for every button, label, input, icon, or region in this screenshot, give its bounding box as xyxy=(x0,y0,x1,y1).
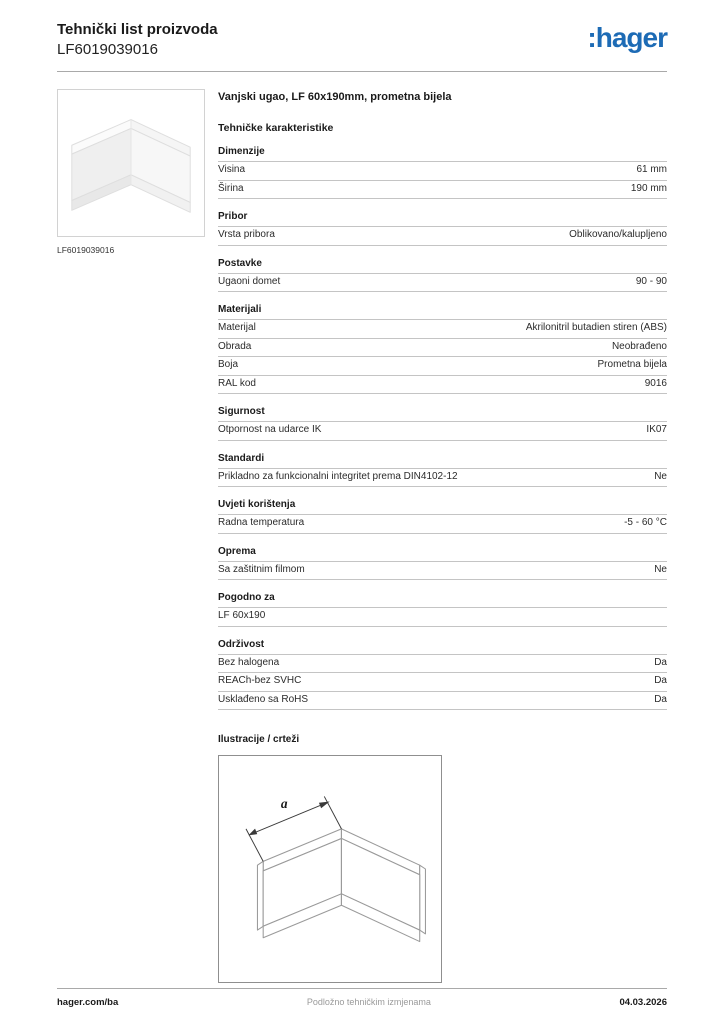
main-content xyxy=(57,89,667,983)
spec-row xyxy=(218,562,667,581)
spec-rows xyxy=(218,514,667,534)
spec-label: Obrada xyxy=(218,340,252,352)
illustration-box xyxy=(218,755,442,983)
spec-row xyxy=(218,376,667,395)
spec-label: Radna temperatura xyxy=(218,517,305,528)
spec-label: Širina xyxy=(218,182,244,194)
spec-section xyxy=(218,639,667,711)
spec-value: 90 - 90 xyxy=(635,275,667,287)
footer-disclaimer: Podložno tehničkim izmjenama xyxy=(306,997,431,1007)
spec-row xyxy=(218,673,667,692)
footer-date: 04.03.2026 xyxy=(619,997,667,1008)
spec-section-title: Sigurnost xyxy=(218,406,265,417)
photo-column xyxy=(57,89,205,983)
spec-value: Da xyxy=(654,693,667,705)
spec-value: Da xyxy=(654,675,667,686)
spec-section-title: Standardi xyxy=(218,452,265,464)
spec-section xyxy=(218,592,667,627)
spec-value: Prometna bijela xyxy=(597,359,667,370)
spec-rows xyxy=(218,421,667,441)
spec-label: Sa zaštitnim filmom xyxy=(218,563,305,575)
spec-label: Otpornost na udarce IK xyxy=(218,424,322,435)
spec-label: Visina xyxy=(218,164,246,175)
spec-label: Materijal xyxy=(218,322,256,333)
hager-logo: :hager xyxy=(587,22,667,53)
spec-row xyxy=(218,357,667,376)
spec-row xyxy=(218,608,667,627)
spec-section-title: Postavke xyxy=(218,257,262,269)
spec-value: Akrilonitril butadien stiren (ABS) xyxy=(525,322,667,333)
spec-label: Vrsta pribora xyxy=(218,229,275,240)
spec-section-title: Pribor xyxy=(218,211,248,222)
spec-section xyxy=(218,258,667,293)
spec-section xyxy=(218,499,667,534)
spec-value: 9016 xyxy=(644,377,667,389)
spec-label: Boja xyxy=(218,359,239,370)
spec-row xyxy=(218,469,667,488)
spec-row xyxy=(218,339,667,358)
spec-value: -5 - 60 °C xyxy=(624,517,667,528)
spec-section-title: Pogodno za xyxy=(218,592,275,603)
spec-rows xyxy=(218,161,667,199)
document-title: Tehnički list proizvoda xyxy=(57,21,218,38)
spec-row xyxy=(218,274,667,293)
product-number: LF6019039016 xyxy=(57,40,158,58)
spec-section-title: Održivost xyxy=(218,638,265,650)
spec-rows xyxy=(218,319,667,394)
spec-row xyxy=(218,655,667,674)
spec-label: REACh-bez SVHC xyxy=(218,675,302,686)
spec-section xyxy=(218,304,667,394)
specs-heading: Tehničke karakteristike xyxy=(218,122,334,134)
spec-label: RAL kod xyxy=(218,377,256,389)
spec-value: 190 mm xyxy=(630,182,667,194)
spec-section xyxy=(218,546,667,581)
spec-sections xyxy=(218,146,667,710)
spec-rows xyxy=(218,654,667,711)
spec-rows xyxy=(218,561,667,581)
corner-piece-photo-icon xyxy=(58,90,204,236)
page-header xyxy=(57,0,667,72)
spec-section xyxy=(218,211,667,246)
spec-value: 61 mm xyxy=(636,164,667,175)
product-title: Vanjski ugao, LF 60x190mm, prometna bijela xyxy=(218,91,452,103)
spec-rows xyxy=(218,226,667,246)
photo-caption: LF6019039016 xyxy=(57,245,115,255)
spec-row xyxy=(218,227,667,246)
footer-website: hager.com/ba xyxy=(57,997,119,1008)
spec-label: LF 60x190 xyxy=(218,610,266,621)
dimension-label: a xyxy=(280,795,288,811)
spec-rows xyxy=(218,607,667,627)
spec-label: Prikladno za funkcionalni integritet prema DIN4102-12 xyxy=(218,470,458,482)
product-photo xyxy=(57,89,205,237)
spec-section-title: Uvjeti korištenja xyxy=(218,499,296,510)
illustration-heading: Ilustracije / crteži xyxy=(218,734,300,745)
spec-value: Oblikovano/kalupljeno xyxy=(569,229,667,240)
spec-row xyxy=(218,422,667,441)
spec-row xyxy=(218,162,667,181)
spec-rows xyxy=(218,468,667,488)
spec-label: Ugaoni domet xyxy=(218,275,281,287)
page-footer xyxy=(57,988,667,1008)
spec-row xyxy=(218,181,667,200)
spec-label: Usklađeno sa RoHS xyxy=(218,693,309,705)
spec-section xyxy=(218,406,667,441)
spec-row xyxy=(218,515,667,534)
spec-value: Da xyxy=(654,656,667,668)
spec-value: IK07 xyxy=(646,424,667,435)
spec-label: Bez halogena xyxy=(218,656,280,668)
specs-column xyxy=(218,89,667,983)
spec-section-title: Materijali xyxy=(218,304,262,315)
spec-value: Ne xyxy=(654,470,667,482)
spec-value: Ne xyxy=(654,563,667,575)
spec-row xyxy=(218,692,667,711)
header-titles xyxy=(57,20,218,59)
corner-piece-line-drawing-icon xyxy=(225,769,435,969)
spec-section-title: Oprema xyxy=(218,545,256,557)
spec-value: Neobrađeno xyxy=(611,340,667,352)
spec-rows xyxy=(218,273,667,293)
spec-row xyxy=(218,320,667,339)
spec-section xyxy=(218,453,667,488)
spec-section xyxy=(218,146,667,199)
spec-section-title: Dimenzije xyxy=(218,146,265,157)
